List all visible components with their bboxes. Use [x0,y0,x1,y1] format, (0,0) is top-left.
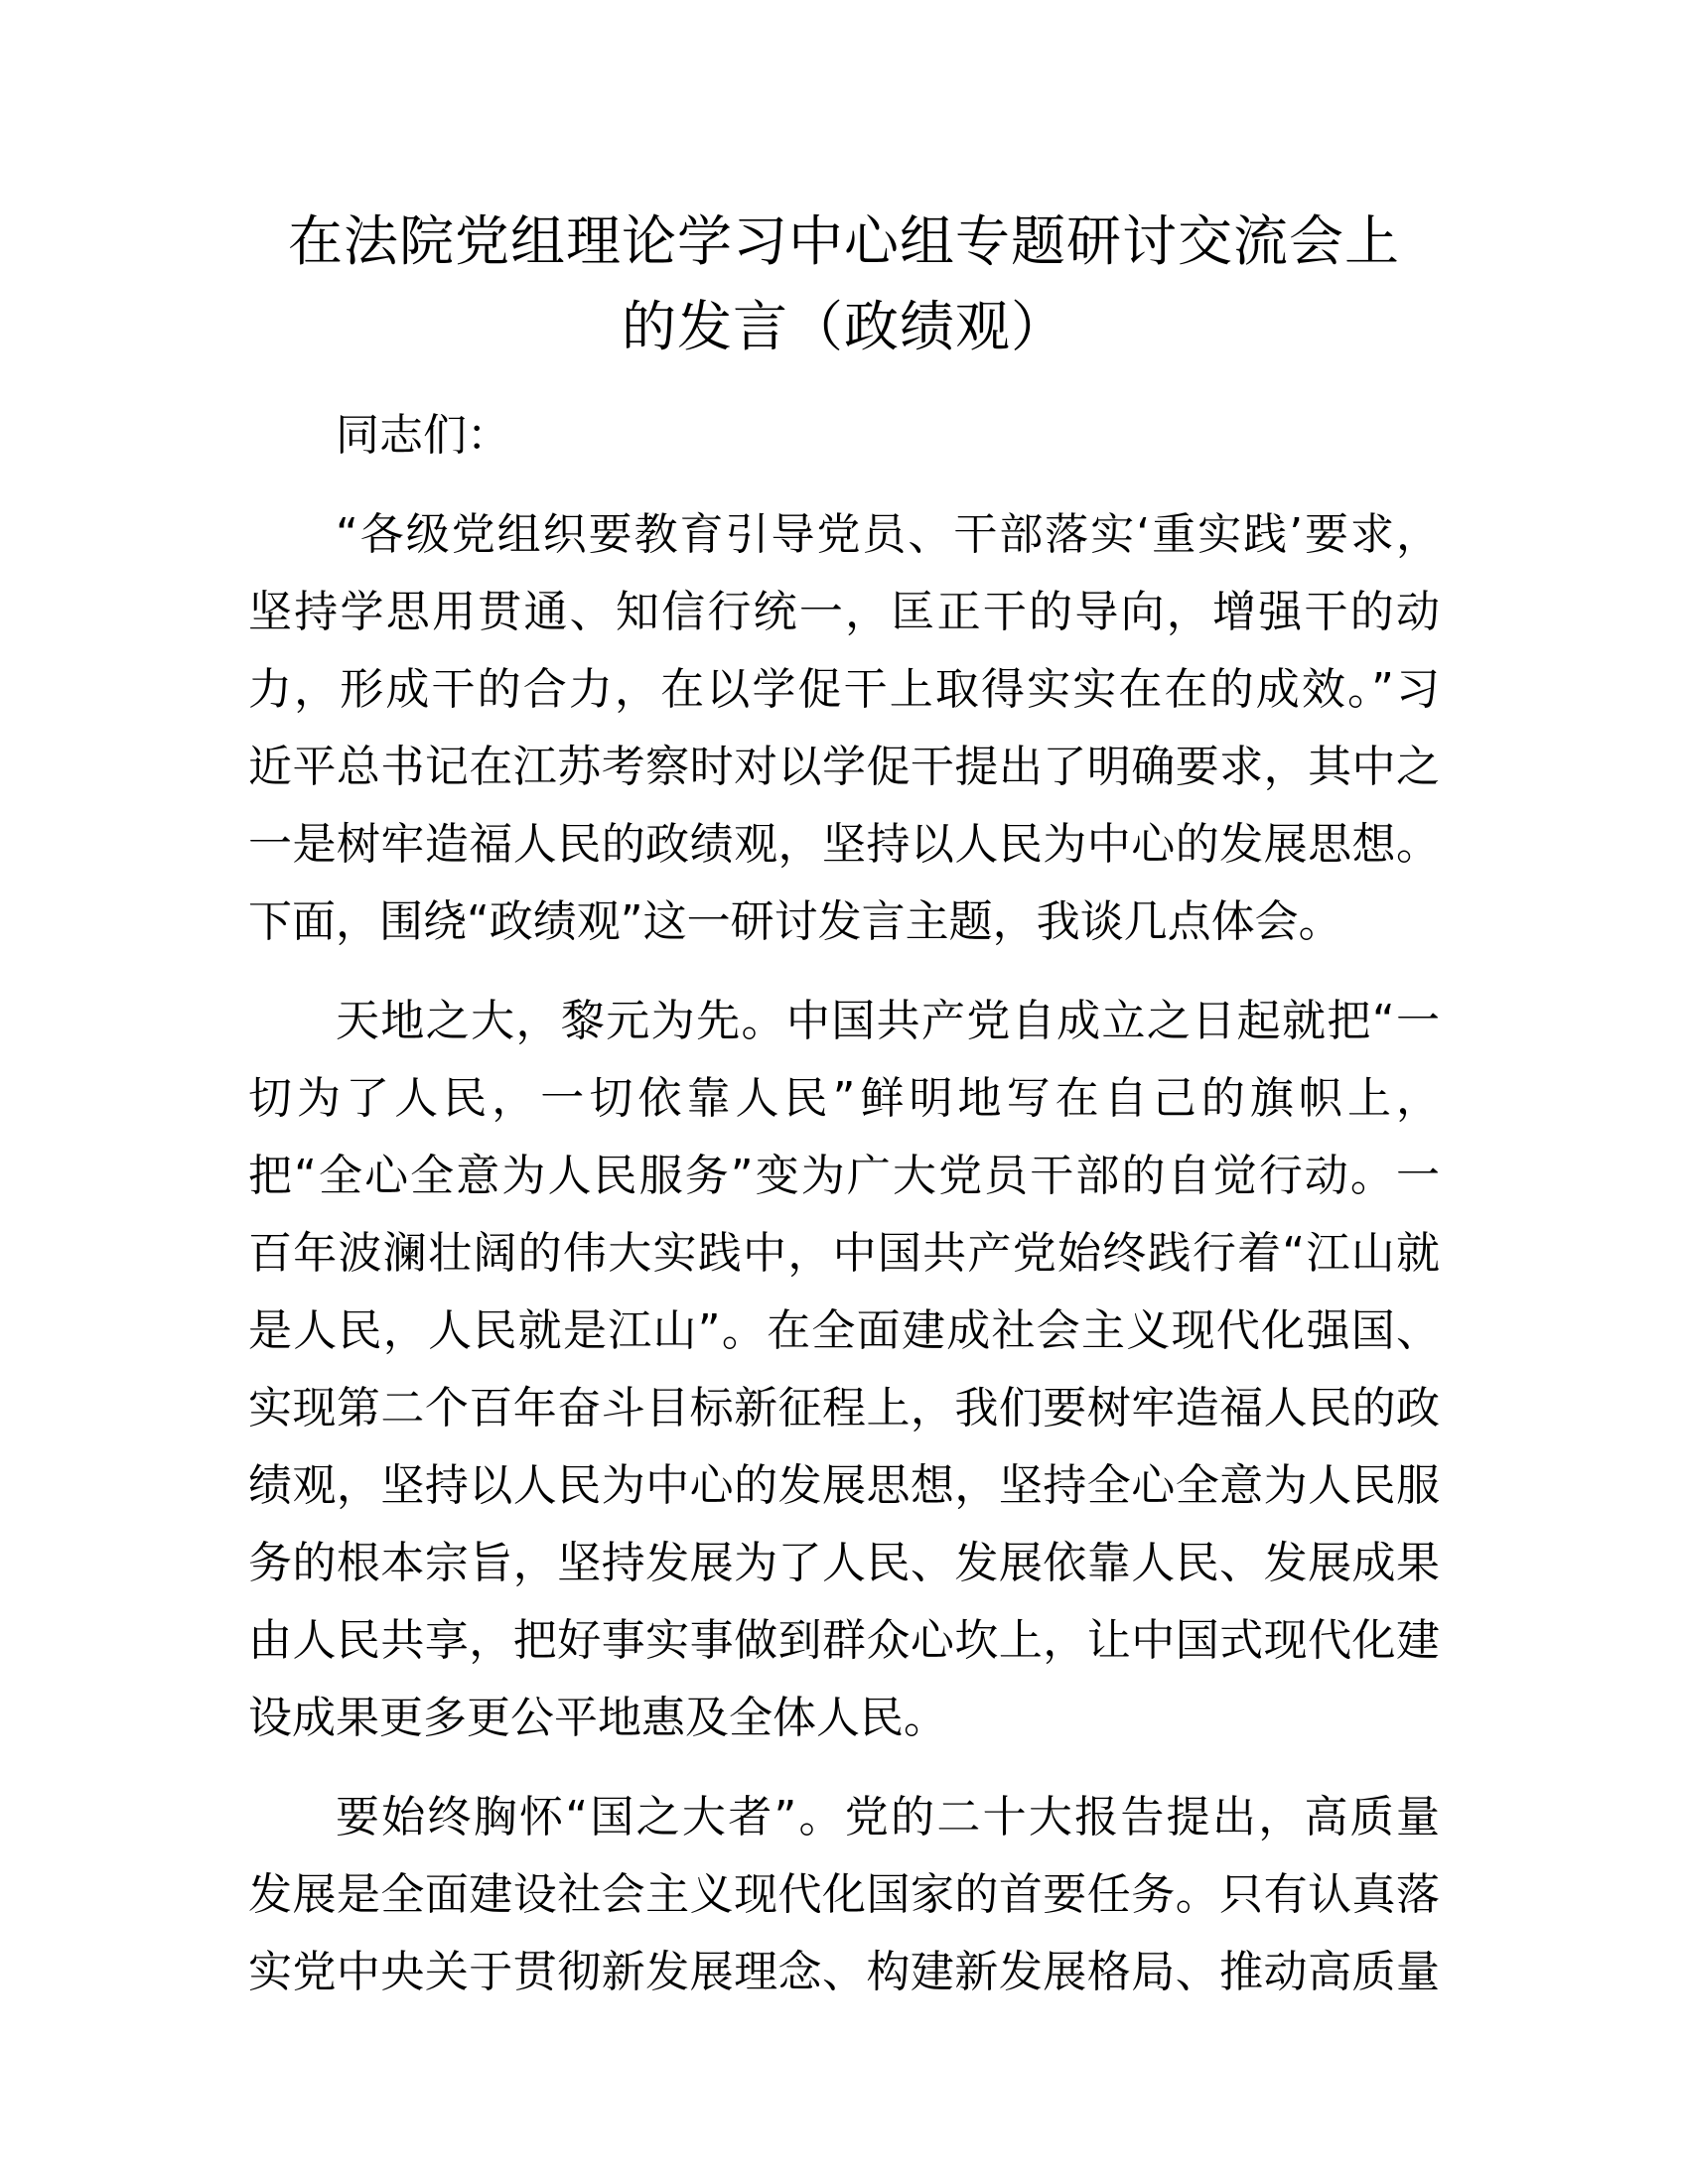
text-line: 切为了人民，一切依靠人民”鲜明地写在自己的旗帜上， [248,1073,1440,1124]
text-line: 务的根本宗旨，坚持发展为了人民、发展依靠人民、发展成果 [248,1538,1440,1588]
text-line: 下面，围绕“政绩观”这一研讨发言主题，我谈几点体会。 [248,896,1342,947]
greeting: 同志们： [336,410,510,461]
title-line-2: 的发言（政绩观） [621,295,1066,358]
title-line-1: 在法院党组理论学习中心组专题研讨交流会上 [287,209,1400,273]
paragraph-3 [248,1779,1440,2011]
text-line: 实现第二个百年奋斗目标新征程上，我们要树牢造福人民的政 [248,1383,1440,1433]
text-line: 绩观，坚持以人民为中心的发展思想，坚持全心全意为人民服 [248,1460,1440,1511]
paragraph-1 [248,496,1440,961]
text-line: “各级党组织要教育引导党员、干部落实‘重实践’要求， [336,509,1440,560]
paragraph-2 [248,983,1440,1757]
text-line: 百年波澜壮阔的伟大实践中，中国共产党始终践行着“江山就 [248,1228,1440,1279]
text-line: 设成果更多更公平地惠及全体人民。 [248,1693,947,1743]
text-line: 是人民，人民就是江山”。在全面建成社会主义现代化强国、 [248,1305,1440,1356]
text-line: 要始终胸怀“国之大者”。党的二十大报告提出，高质量 [336,1792,1440,1843]
text-line: 发展是全面建设社会主义现代化国家的首要任务。只有认真落 [248,1869,1440,1920]
text-line: 把“全心全意为人民服务”变为广大党员干部的自觉行动。一 [248,1151,1440,1201]
document-body [248,397,1440,2033]
text-line: 实党中央关于贯彻新发展理念、构建新发展格局、推动高质量 [248,1947,1440,1997]
text-line: 一是树牢造福人民的政绩观，坚持以人民为中心的发展思想。 [248,819,1440,870]
text-line: 天地之大，黎元为先。中国共产党自成立之日起就把“一 [336,996,1440,1046]
document-title [248,199,1440,369]
text-line: 由人民共享，把好事实事做到群众心坎上，让中国式现代化建 [248,1615,1440,1666]
text-line: 坚持学思用贯通、知信行统一，匡正干的导向，增强干的动 [248,587,1440,637]
text-line: 力，形成干的合力，在以学促干上取得实实在在的成效。”习 [248,664,1440,715]
text-line: 近平总书记在江苏考察时对以学促干提出了明确要求，其中之 [248,742,1440,792]
